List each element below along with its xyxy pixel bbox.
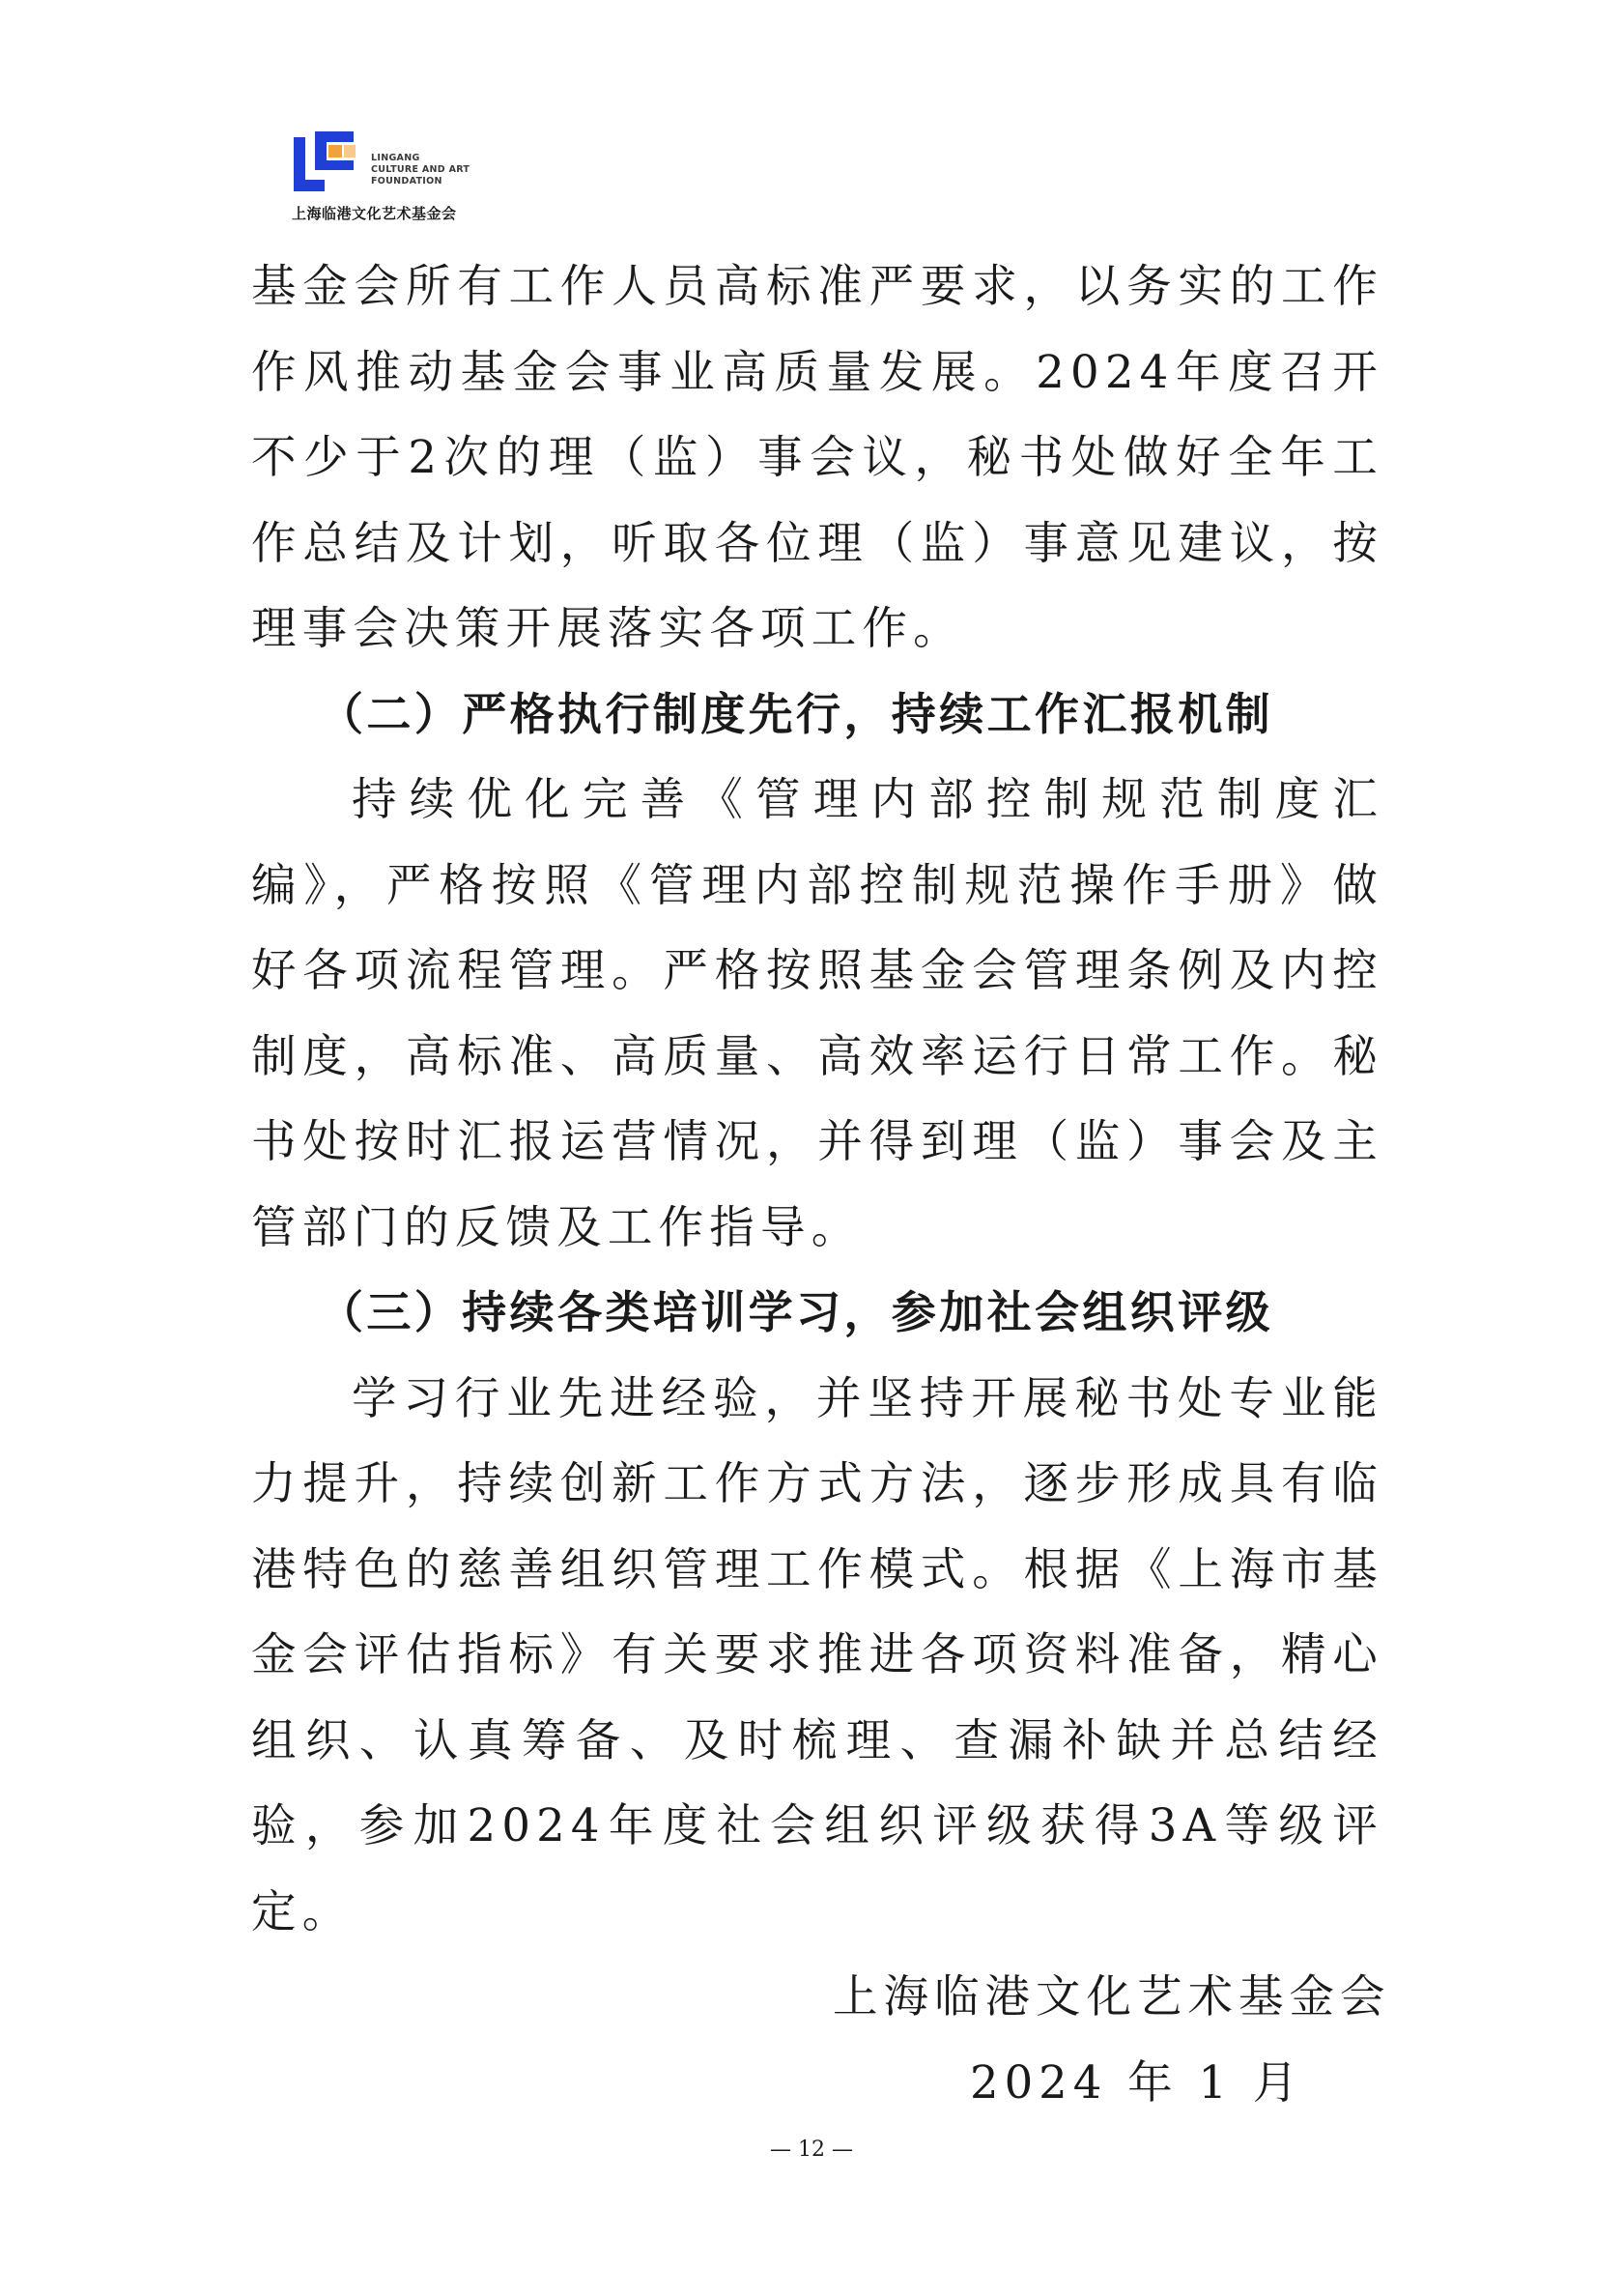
foundation-logo-icon [294,131,361,193]
logo-en-line-1: LINGANG [371,153,420,163]
signature-organization: 上海临港文化艺术基金会 [833,1970,1391,2023]
document-body [251,244,1391,2125]
section-heading-3: （三）持续各类培训学习，参加社会组织评级 [319,1286,1273,1338]
section-heading-2: （二）严格执行制度先行，持续工作汇报机制 [319,687,1273,740]
page-number: — 12 — [770,2138,853,2162]
logo-en-line-3: FOUNDATION [371,176,442,187]
page-header [290,128,541,224]
paragraph-1: 基金会所有工作人员高标准严要求，以务实的工作作风推动基金会事业高质量发展。2024年度召开不少于2次的理（监）事会议，秘书处做好全年工作总结及计划，听取各位理（监）事意见建议，按理事会决策开展落实各项工作。 [251,260,1383,654]
logo-chinese-name: 上海临港文化艺术基金会 [292,205,457,222]
paragraph-3: 学习行业先进经验，并坚持开展秘书处专业能力提升，持续创新工作方式方法，逐步形成具有临港特色的慈善组织管理工作模式。根据《上海市基金会评估指标》有关要求推进各项资料准备，精心组织、认真筹备、及时梳理、查漏补缺并总结经验，参加2024年度社会组织评级获得3A等级评定。 [251,1371,1383,1937]
signature-date: 2024 年 1 月 [970,2055,1304,2109]
logo-en-line-2: CULTURE AND ART [371,164,470,175]
paragraph-2: 持续优化完善《管理内部控制规范制度汇编》，严格按照《管理内部控制规范操作手册》做好各项流程管理。严格按照基金会管理条例及内控制度，高标准、高质量、高效率运行日常工作。秘书处按时汇报运营情况，并得到理（监）事会及主管部门的反馈及工作指导。 [251,773,1383,1253]
logo-english-name [371,153,470,187]
